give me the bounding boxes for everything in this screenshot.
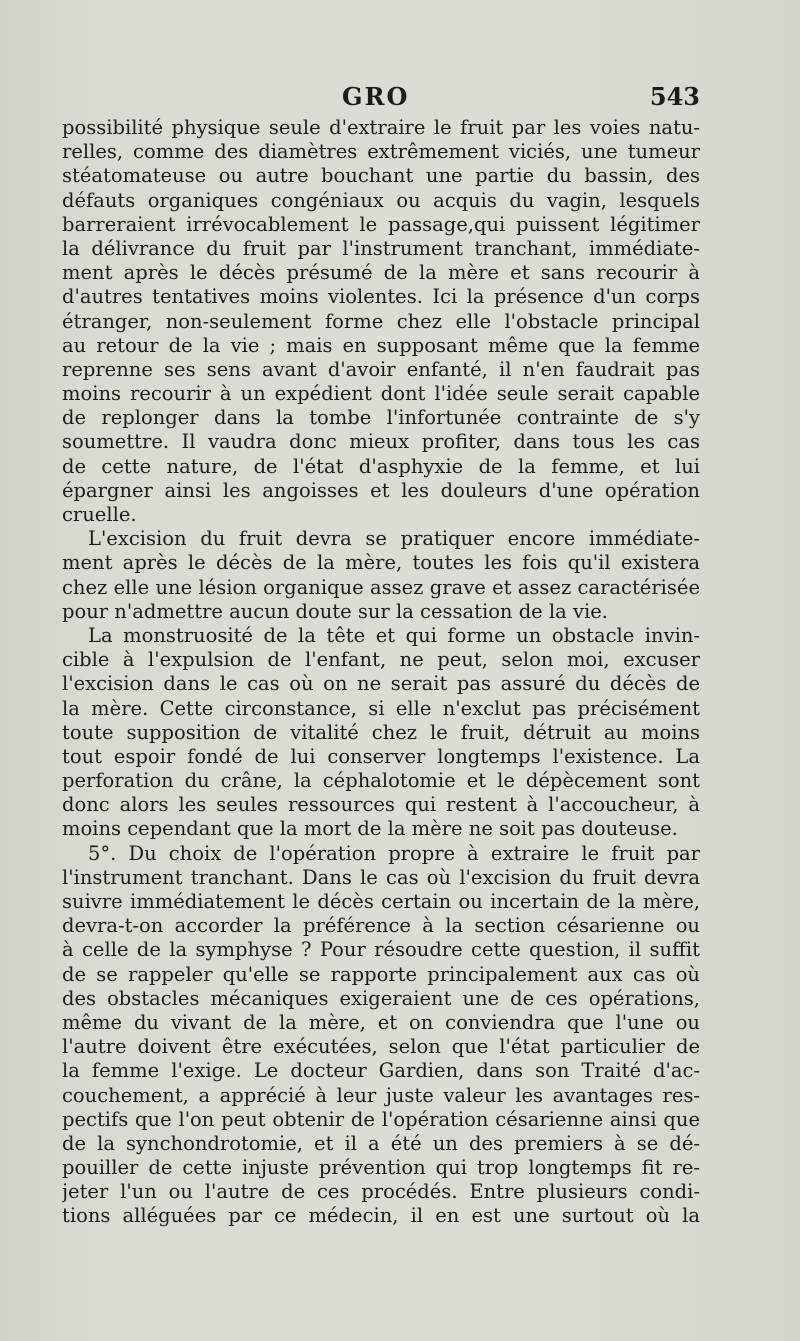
text-line: la femme l'exige. Le docteur Gardien, dans son Traité d'ac- xyxy=(62,1059,700,1083)
page-header xyxy=(62,82,700,114)
text-line: d'autres tentatives moins violentes. Ici la présence d'un corps xyxy=(62,285,700,309)
text-line: pour n'admettre aucun doute sur la cessation de la vie. xyxy=(62,599,608,623)
section-heading-line: 5°. Du choix de l'opération propre à extraire le fruit par xyxy=(88,841,700,865)
text-line: défauts organiques congéniaux ou acquis du vagin, lesquels xyxy=(62,188,700,212)
text-line: suivre immédiatement le décès certain ou incertain de la mère, xyxy=(62,890,700,913)
text-line: étranger, non-seulement forme chez elle l'obstacle principal xyxy=(62,309,700,333)
text-line: des obstacles mécaniques exigeraient une de ces opérations, xyxy=(62,986,700,1010)
text-line: de se rappeler qu'elle se rapporte principalement aux cas où xyxy=(62,962,700,986)
text-line: pouiller de cette injuste prévention qui trop longtemps fit re- xyxy=(62,1156,700,1180)
text-line: donc alors les seules ressources qui restent à l'accoucheur, à xyxy=(62,793,700,817)
text-line: relles, comme des diamètres extrêmement viciés, une tumeur xyxy=(62,140,700,164)
text-line: de replonger dans la tombe l'infortunée contrainte de s'y xyxy=(62,406,700,430)
text-line: reprenne ses sens avant d'avoir enfanté, il n'en faudrait pas xyxy=(62,357,700,381)
text-line: toute supposition de vitalité chez le fruit, détruit au moins xyxy=(62,720,700,744)
text-line: la mère. Cette circonstance, si elle n'exclut pas précisément xyxy=(62,696,700,720)
text-line: jeter l'un ou l'autre de ces procédés. Entre plusieurs condi- xyxy=(62,1180,700,1204)
text-line: l'autre doivent être exécutées, selon que l'état particulier de xyxy=(62,1035,700,1059)
text-line: tout espoir fondé de lui conserver longtemps l'existence. La xyxy=(62,744,700,768)
text-line: de cette nature, de l'état d'asphyxie de la femme, et lui xyxy=(62,454,700,478)
text-line: pectifs que l'on peut obtenir de l'opération césarienne ainsi que xyxy=(62,1107,700,1131)
text-line: cible à l'expulsion de l'enfant, ne peut, selon moi, excuser xyxy=(62,648,700,672)
text-line: moins cependant que la mort de la mère ne soit pas douteuse. xyxy=(62,817,678,841)
text-line: devra-t-on accorder la préférence à la section césarienne ou xyxy=(62,914,700,938)
text-line: barreraient irrévocablement le passage,qui puissent légitimer xyxy=(62,212,700,236)
text-line: ment après le décès présumé de la mère et sans recourir à xyxy=(62,261,700,285)
running-head: GRO xyxy=(342,82,410,111)
text-line: possibilité physique seule d'extraire le fruit par les voies natu- xyxy=(62,116,700,139)
text-line: à celle de la symphyse ? Pour résoudre cette question, il suffit xyxy=(62,938,700,962)
page-number: 543 xyxy=(649,82,700,111)
text-line: tions alléguées par ce médecin, il en est une surtout où la xyxy=(62,1204,700,1228)
text-line: l'instrument tranchant. Dans le cas où l'excision du fruit devra xyxy=(62,865,700,889)
text-line: moins recourir à un expédient dont l'idée seule serait capable xyxy=(62,382,700,406)
text-line: soumettre. Il vaudra donc mieux profiter, dans tous les cas xyxy=(62,430,700,454)
text-line: épargner ainsi les angoisses et les douleurs d'une opération xyxy=(62,478,700,502)
text-line: la délivrance du fruit par l'instrument tranchant, immédiate- xyxy=(62,236,700,260)
text-line: chez elle une lésion organique assez grave et assez caractérisée xyxy=(62,575,700,599)
text-line: stéatomateuse ou autre bouchant une partie du bassin, des xyxy=(62,164,700,188)
text-line: couchement, a apprécié à leur juste valeur les avantages res- xyxy=(62,1083,700,1107)
text-line: de la synchondrotomie, et il a été un des premiers à se dé- xyxy=(62,1131,700,1155)
body-text xyxy=(62,116,700,1229)
text-line: ment après le décès de la mère, toutes les fois qu'il existera xyxy=(62,551,700,575)
paragraph-start-line: L'excision du fruit devra se pratiquer encore immédiate- xyxy=(88,527,700,551)
text-line: au retour de la vie ; mais en supposant même que la femme xyxy=(62,333,700,357)
text-line: cruelle. xyxy=(62,503,137,526)
text-line: perforation du crâne, la céphalotomie et le dépècement sont xyxy=(62,769,700,793)
text-line: l'excision dans le cas où on ne serait pas assuré du décès de xyxy=(62,672,700,696)
paragraph-start-line: La monstruosité de la tête et qui forme un obstacle invin- xyxy=(88,623,700,647)
text-line: même du vivant de la mère, et on conviendra que l'une ou xyxy=(62,1010,700,1034)
